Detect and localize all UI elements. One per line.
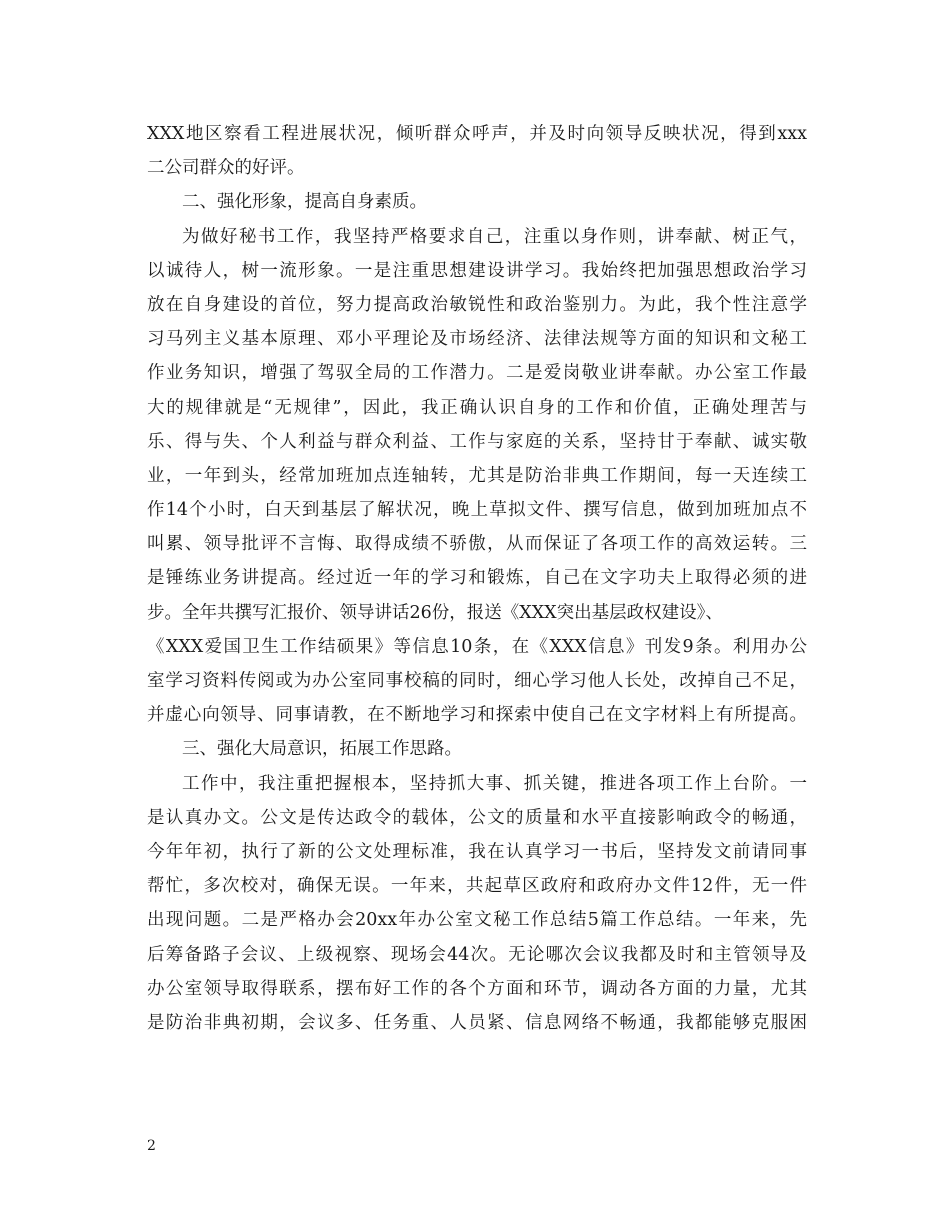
text-line: 作业务知识，增强了驾驭全局的工作潜力。二是爱岗敬业讲奉献。办公室工作最 bbox=[147, 363, 807, 384]
text-line: 是锤练业务讲提高。经过近一年的学习和锻炼，自己在文字功夫上取得必须的进 bbox=[147, 568, 807, 589]
text-line: 步。全年共撰写汇报价、领导讲话26份，报送《XXX突出基层政权建设》、 bbox=[147, 602, 723, 623]
text-line: 大的规律就是“无规律”，因此，我正确认识自身的工作和价值，正确处理苦与 bbox=[147, 397, 807, 418]
text-line: XXX地区察看工程进展状况，倾听群众呼声，并及时向领导反映状况，得到xxx bbox=[147, 124, 807, 144]
text-line: 办公室领导取得联系，摆布好工作的各个方面和环节，调动各方面的力量，尤其 bbox=[147, 978, 807, 999]
page-number: 2 bbox=[147, 1138, 156, 1154]
text-line: 习马列主义基本原理、邓小平理论及市场经济、法律法规等方面的知识和文秘工 bbox=[147, 329, 807, 350]
text-line: 二公司群众的好评。 bbox=[147, 158, 305, 179]
text-line: 是认真办文。公文是传达政令的载体，公文的质量和水平直接影响政令的畅通， bbox=[147, 807, 807, 828]
text-line: 二、强化形象，提高自身素质。 bbox=[182, 192, 427, 213]
text-line: 叫累、领导批评不言悔、取得成绩不骄傲，从而保证了各项工作的高效运转。三 bbox=[147, 534, 807, 555]
text-line: 出现问题。二是严格办会20xx年办公室文秘工作总结5篇工作总结。一年来，先 bbox=[147, 910, 807, 931]
text-line: 为做好秘书工作，我坚持严格要求自己，注重以身作则，讲奉献、树正气， bbox=[182, 226, 807, 247]
text-line: 放在自身建设的首位，努力提高政治敏锐性和政治鉴别力。为此，我个性注意学 bbox=[147, 294, 807, 315]
text-line: 是防治非典初期，会议多、任务重、人员紧、信息网络不畅通，我都能够克服困 bbox=[147, 1012, 807, 1033]
text-line: 工作中，我注重把握根本，坚持抓大事、抓关键，推进各项工作上台阶。一 bbox=[182, 773, 807, 794]
text-line: 业，一年到头，经常加班加点连轴转，尤其是防治非典工作期间，每一天连续工 bbox=[147, 465, 807, 486]
document-body bbox=[147, 117, 807, 1040]
text-line: 室学习资料传阅或为办公室同事校稿的同时，细心学习他人长处，改掉自己不足， bbox=[147, 671, 807, 691]
text-line: 后筹备路子会议、上级视察、现场会44次。无论哪次会议我都及时和主管领导及 bbox=[147, 944, 807, 965]
text-line: 以诚待人，树一流形象。一是注重思想建设讲学习。我始终把加强思想政治学习 bbox=[147, 260, 807, 281]
text-line: 作14个小时，白天到基层了解状况，晚上草拟文件、撰写信息，做到加班加点不 bbox=[147, 500, 807, 521]
text-line: 《XXX爱国卫生工作结硕果》等信息10条，在《XXX信息》刊发9条。利用办公 bbox=[147, 636, 807, 657]
text-line: 并虚心向领导、同事请教，在不断地学习和探索中使自己在文字材料上有所提高。 bbox=[147, 705, 807, 726]
text-line: 今年年初，执行了新的公文处理标准，我在认真学习一书后，坚持发文前请同事 bbox=[147, 841, 807, 862]
text-line: 三、强化大局意识，拓展工作思路。 bbox=[182, 739, 462, 760]
text-line: 帮忙，多次校对，确保无误。一年来，共起草区政府和政府办文件12件，无一件 bbox=[147, 876, 807, 897]
text-line: 乐、得与失、个人利益与群众利益、工作与家庭的关系，坚持甘于奉献、诚实敬 bbox=[147, 431, 807, 452]
